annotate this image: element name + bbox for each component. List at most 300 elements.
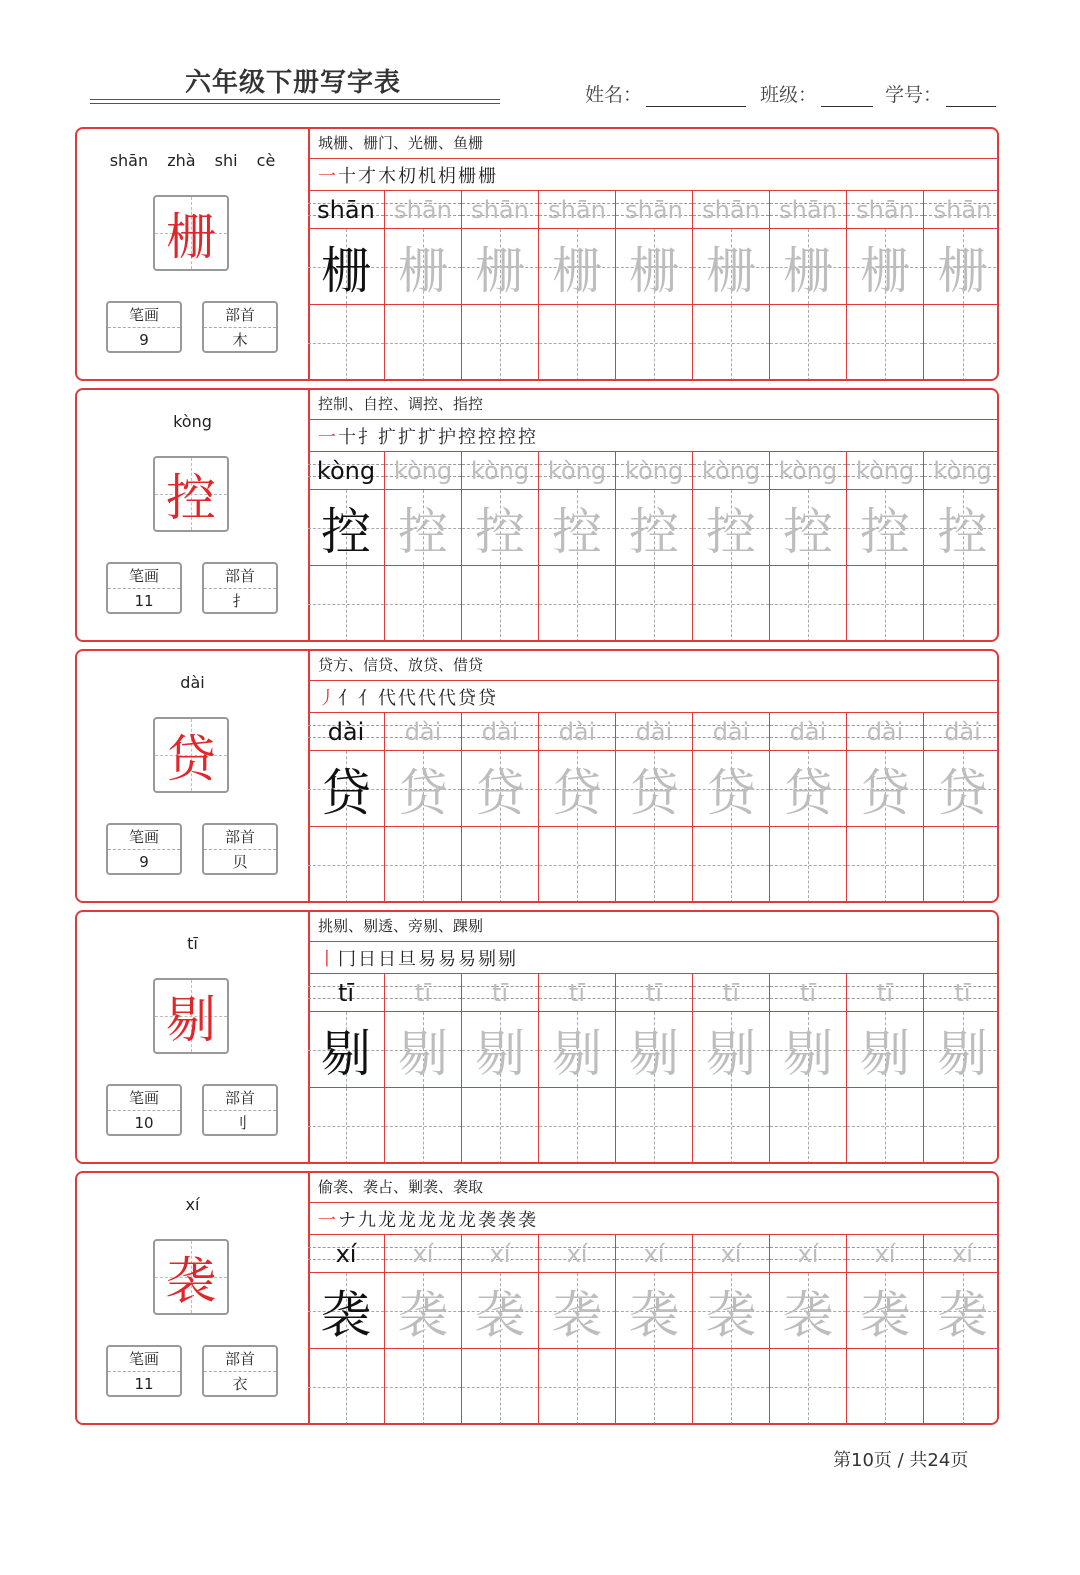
blank-practice-cell[interactable]: [385, 305, 461, 381]
pinyin-cell: [385, 1235, 461, 1273]
practice-grid: [308, 191, 999, 379]
char-trace: 袭: [706, 1285, 756, 1344]
char-trace: 贷: [937, 763, 988, 822]
student-id-blank[interactable]: [946, 84, 996, 107]
pinyin-cell: [308, 1235, 384, 1273]
char-cell: [308, 751, 384, 827]
char-display-box: [153, 195, 229, 271]
name-label: 姓名：: [585, 84, 643, 106]
class-blank[interactable]: [821, 84, 873, 107]
char-display-box: [153, 1239, 229, 1315]
blank-practice-cell[interactable]: [770, 1088, 846, 1164]
practice-column: [462, 191, 539, 379]
char-info-panel: [77, 129, 310, 379]
char-info-panel: [77, 912, 310, 1162]
stroke-count-box: [106, 301, 182, 353]
pinyin-cell: [770, 974, 846, 1012]
pinyin-trace: dài: [404, 717, 442, 746]
char-trace: 袭: [398, 1285, 448, 1344]
practice-column: [308, 974, 385, 1162]
char-cell: [462, 751, 538, 827]
blank-practice-cell[interactable]: [539, 1088, 615, 1164]
char-cell: [770, 751, 846, 827]
name-blank[interactable]: [646, 84, 746, 107]
char-trace: 剔: [860, 1024, 910, 1083]
pinyin-trace: kòng: [316, 456, 376, 485]
char-cell: [385, 1273, 461, 1349]
pinyin-trace: tī: [722, 978, 740, 1007]
stroke-step: 龙: [378, 1209, 396, 1231]
stroke-step: 一: [318, 426, 336, 448]
blank-practice-cell[interactable]: [462, 566, 538, 642]
pinyin-trace: dài: [558, 717, 596, 746]
pinyin-trace: dài: [866, 717, 904, 746]
char-trace: 剔: [475, 1024, 525, 1083]
char-cell: [924, 751, 999, 827]
pinyin-cell: [847, 452, 923, 490]
page-title: 六年级下册写字表: [185, 68, 402, 98]
char-trace: 剔: [629, 1024, 679, 1083]
char-cell: [770, 229, 846, 305]
char-trace: 控: [398, 502, 448, 561]
pinyin-cell: [847, 191, 923, 229]
example-words: 偷袭、袭占、剿袭、袭取: [308, 1173, 997, 1203]
char-info-panel: [77, 651, 310, 901]
stroke-count-label: 笔画: [108, 564, 180, 589]
blank-practice-cell[interactable]: [847, 305, 923, 381]
pinyin-trace: tī: [568, 978, 586, 1007]
stroke-count-label: 笔画: [108, 1347, 180, 1372]
char-trace: 剔: [552, 1024, 602, 1083]
char-trace: 贷: [475, 763, 525, 822]
char-trace: 贷: [783, 763, 833, 822]
stroke-step: 易: [418, 948, 436, 970]
stroke-step: ナ: [338, 1209, 356, 1231]
stroke-step: 十: [338, 165, 356, 187]
stroke-step: 控: [478, 426, 496, 448]
pinyin-cell: [616, 191, 692, 229]
char-cell: [462, 229, 538, 305]
blank-practice-cell[interactable]: [385, 827, 461, 903]
blank-practice-cell[interactable]: [924, 566, 999, 642]
blank-practice-cell[interactable]: [308, 1088, 384, 1164]
char-trace: 袭: [860, 1285, 910, 1344]
char-trace: 贷: [629, 763, 679, 822]
stroke-step: 贷: [458, 687, 476, 709]
pinyin-cell: [847, 1235, 923, 1273]
pinyin-cell: [616, 452, 692, 490]
example-words: 控制、自控、调控、指控: [308, 390, 997, 420]
name-field[interactable]: [585, 80, 746, 107]
practice-column: [539, 1235, 616, 1423]
pinyin-trace: dài: [712, 717, 750, 746]
page-number: 第10页 / 共24页: [833, 1450, 969, 1471]
class-field[interactable]: [760, 80, 873, 107]
blank-practice-cell[interactable]: [847, 827, 923, 903]
char-cell: [308, 229, 384, 305]
char-cell: [539, 229, 615, 305]
char-cell: [770, 490, 846, 566]
radical-value: 刂: [232, 1114, 248, 1132]
pinyin-trace: shān: [394, 195, 452, 224]
pinyin-cell: [462, 1235, 538, 1273]
practice-column: [924, 452, 999, 640]
practice-column: [924, 713, 999, 901]
pinyin-trace: xí: [335, 1239, 357, 1268]
stroke-step: 十: [338, 426, 356, 448]
char-trace: 剔: [398, 1024, 448, 1083]
blank-practice-cell[interactable]: [539, 305, 615, 381]
practice-column: [539, 191, 616, 379]
practice-column: [385, 452, 462, 640]
pinyin-trace: xí: [874, 1239, 896, 1268]
practice-column: [693, 452, 770, 640]
pinyin-trace: dài: [789, 717, 827, 746]
char-cell: [693, 490, 769, 566]
blank-practice-cell[interactable]: [308, 827, 384, 903]
pinyin-trace: kòng: [393, 456, 453, 485]
pinyin-cell: [539, 191, 615, 229]
practice-column: [308, 452, 385, 640]
radical-box: [202, 301, 278, 353]
radical-label: 部首: [204, 1347, 276, 1372]
char-trace: 袭: [321, 1285, 371, 1344]
practice-panel: [308, 390, 997, 640]
blank-practice-cell[interactable]: [924, 1088, 999, 1164]
stroke-count-label: 笔画: [108, 825, 180, 850]
stroke-step: 扌: [358, 426, 376, 448]
blank-practice-cell[interactable]: [539, 1349, 615, 1425]
char-trace: 剔: [706, 1024, 756, 1083]
blank-practice-cell[interactable]: [308, 566, 384, 642]
pinyin-trace: dài: [944, 717, 981, 746]
pinyin-trace: shān: [471, 195, 529, 224]
char-cell: [385, 229, 461, 305]
stroke-step: 护: [438, 426, 456, 448]
pinyin-trace: shān: [548, 195, 606, 224]
char-trace: 控: [783, 502, 833, 561]
stroke-step: 日: [378, 948, 396, 970]
stroke-step: 扩: [378, 426, 396, 448]
pinyin-cell: [462, 452, 538, 490]
stroke-step: 袭: [518, 1209, 536, 1231]
stroke-step: 控: [518, 426, 536, 448]
practice-column: [693, 191, 770, 379]
char-cell: [693, 229, 769, 305]
char-pinyin: kòng: [173, 412, 212, 431]
blank-practice-cell[interactable]: [462, 1349, 538, 1425]
stroke-step: 龙: [458, 1209, 476, 1231]
stroke-count-value: 11: [134, 592, 154, 610]
practice-column: [462, 713, 539, 901]
stroke-step: 日: [358, 948, 376, 970]
stroke-step: 袭: [498, 1209, 516, 1231]
char-trace: 袭: [475, 1285, 525, 1344]
blank-practice-cell[interactable]: [539, 827, 615, 903]
stroke-step: 剔: [498, 948, 516, 970]
char-trace: 栅: [937, 241, 988, 300]
character-card: [75, 1171, 999, 1425]
stroke-step: 龙: [418, 1209, 436, 1231]
stroke-count-value: 10: [134, 1114, 154, 1132]
pinyin-cell: [770, 452, 846, 490]
blank-practice-cell[interactable]: [616, 566, 692, 642]
pinyin-cell: [770, 1235, 846, 1273]
char-cell: [308, 490, 384, 566]
practice-grid: [308, 974, 999, 1162]
blank-practice-cell[interactable]: [462, 1088, 538, 1164]
blank-practice-cell[interactable]: [847, 1349, 923, 1425]
char-cell: [693, 1273, 769, 1349]
pinyin-cell: [308, 974, 384, 1012]
char-cell: [462, 490, 538, 566]
char-trace: 袭: [937, 1285, 988, 1344]
practice-column: [385, 191, 462, 379]
practice-column: [385, 713, 462, 901]
pinyin-cell: [539, 974, 615, 1012]
char-cell: [308, 1273, 384, 1349]
pinyin-trace: shān: [317, 195, 375, 224]
stroke-count-label: 笔画: [108, 303, 180, 328]
practice-column: [770, 974, 847, 1162]
char-cell: [462, 1012, 538, 1088]
char-display-box: [153, 978, 229, 1054]
stroke-step: 机: [418, 165, 436, 187]
blank-practice-cell[interactable]: [616, 1088, 692, 1164]
blank-practice-cell[interactable]: [385, 566, 461, 642]
stroke-count-value: 11: [134, 1375, 154, 1393]
blank-practice-cell[interactable]: [308, 1349, 384, 1425]
stroke-step: 贷: [478, 687, 496, 709]
blank-practice-cell[interactable]: [847, 1088, 923, 1164]
practice-column: [847, 713, 924, 901]
stroke-order: [308, 681, 997, 713]
practice-column: [693, 1235, 770, 1423]
pinyin-trace: shān: [625, 195, 683, 224]
stroke-step: 才: [358, 165, 376, 187]
pinyin-cell: [462, 974, 538, 1012]
pinyin-cell: [924, 452, 999, 490]
stroke-order: [308, 942, 997, 974]
char-trace: 贷: [552, 763, 602, 822]
pinyin-trace: xí: [952, 1239, 973, 1268]
char-cell: [924, 1273, 999, 1349]
practice-column: [539, 974, 616, 1162]
pinyin-cell: [924, 1235, 999, 1273]
practice-column: [924, 974, 999, 1162]
char-trace: 袭: [629, 1285, 679, 1344]
stroke-count-box: [106, 823, 182, 875]
char-cell: [539, 490, 615, 566]
radical-label: 部首: [204, 564, 276, 589]
char-trace: 栅: [860, 241, 910, 300]
char-display: 剔: [166, 991, 216, 1049]
pinyin-cell: [385, 191, 461, 229]
stroke-step: 枂: [438, 165, 456, 187]
char-cell: [847, 490, 923, 566]
practice-panel: [308, 1173, 997, 1423]
pinyin-cell: [847, 713, 923, 751]
practice-column: [462, 452, 539, 640]
pinyin-trace: dài: [327, 717, 365, 746]
pinyin-cell: [539, 452, 615, 490]
stroke-step: 亻: [358, 687, 376, 709]
char-pinyin: tī: [187, 934, 198, 953]
blank-practice-cell[interactable]: [385, 1349, 461, 1425]
stroke-count-box: [106, 1345, 182, 1397]
practice-column: [770, 191, 847, 379]
practice-column: [770, 452, 847, 640]
blank-practice-cell[interactable]: [770, 827, 846, 903]
stroke-step: 旦: [398, 948, 416, 970]
class-label: 班级：: [760, 84, 818, 106]
pinyin-cell: [770, 191, 846, 229]
blank-practice-cell[interactable]: [539, 566, 615, 642]
blank-practice-cell[interactable]: [693, 566, 769, 642]
blank-practice-cell[interactable]: [924, 1349, 999, 1425]
stroke-step: 易: [458, 948, 476, 970]
pinyin-cell: [693, 713, 769, 751]
radical-box: [202, 823, 278, 875]
blank-practice-cell[interactable]: [308, 305, 384, 381]
pinyin-cell: [693, 452, 769, 490]
pinyin-cell: [308, 452, 384, 490]
practice-column: [385, 974, 462, 1162]
char-info-panel: [77, 390, 310, 640]
char-cell: [308, 1012, 384, 1088]
practice-column: [616, 974, 693, 1162]
pinyin-cell: [616, 713, 692, 751]
stroke-step: 袭: [478, 1209, 496, 1231]
student-id-field[interactable]: [885, 80, 996, 107]
char-trace: 栅: [706, 241, 756, 300]
practice-column: [539, 713, 616, 901]
stroke-step: 丿: [318, 687, 336, 709]
practice-column: [847, 452, 924, 640]
practice-grid: [308, 713, 999, 901]
pinyin-trace: kòng: [547, 456, 607, 485]
stroke-step: 代: [418, 687, 436, 709]
blank-practice-cell[interactable]: [770, 1349, 846, 1425]
blank-practice-cell[interactable]: [616, 1349, 692, 1425]
practice-grid: [308, 452, 999, 640]
char-cell: [385, 1012, 461, 1088]
pinyin-trace: tī: [337, 978, 355, 1007]
stroke-step: 栅: [458, 165, 476, 187]
stroke-step: 冂: [338, 948, 356, 970]
practice-column: [308, 713, 385, 901]
stroke-step: 代: [438, 687, 456, 709]
blank-practice-cell[interactable]: [924, 827, 999, 903]
practice-column: [770, 713, 847, 901]
blank-practice-cell[interactable]: [462, 827, 538, 903]
blank-practice-cell[interactable]: [847, 566, 923, 642]
stroke-order: [308, 1203, 997, 1235]
char-trace: 控: [937, 502, 988, 561]
char-cell: [539, 1012, 615, 1088]
pinyin-trace: tī: [645, 978, 663, 1007]
pinyin-trace: kòng: [933, 456, 992, 485]
pinyin-cell: [924, 191, 999, 229]
char-display-box: [153, 717, 229, 793]
pinyin-cell: [924, 974, 999, 1012]
char-cell: [924, 229, 999, 305]
char-trace: 栅: [552, 241, 602, 300]
char-trace: 贷: [398, 763, 448, 822]
char-trace: 贷: [860, 763, 910, 822]
practice-panel: [308, 912, 997, 1162]
blank-practice-cell[interactable]: [616, 305, 692, 381]
pinyin-cell: [462, 713, 538, 751]
char-cell: [616, 1273, 692, 1349]
pinyin-cell: [616, 974, 692, 1012]
blank-practice-cell[interactable]: [385, 1088, 461, 1164]
pinyin-trace: tī: [876, 978, 894, 1007]
blank-practice-cell[interactable]: [693, 1088, 769, 1164]
pinyin-cell: [385, 974, 461, 1012]
character-card: [75, 910, 999, 1164]
stroke-order: [308, 420, 997, 452]
practice-column: [924, 1235, 999, 1423]
char-info-panel: [77, 1173, 310, 1423]
char-cell: [462, 1273, 538, 1349]
blank-practice-cell[interactable]: [693, 1349, 769, 1425]
radical-box: [202, 1084, 278, 1136]
char-cell: [847, 1273, 923, 1349]
pinyin-trace: dài: [635, 717, 673, 746]
stroke-step: 代: [398, 687, 416, 709]
char-cell: [693, 1012, 769, 1088]
stroke-step: 易: [438, 948, 456, 970]
stroke-step: 丨: [318, 948, 336, 970]
pinyin-cell: [539, 1235, 615, 1273]
stroke-step: 一: [318, 1209, 336, 1231]
practice-column: [847, 191, 924, 379]
stroke-order: [308, 159, 997, 191]
char-trace: 栅: [475, 241, 525, 300]
char-display: 栅: [166, 208, 216, 266]
blank-practice-cell[interactable]: [616, 827, 692, 903]
char-display-box: [153, 456, 229, 532]
stroke-count-value: 9: [139, 331, 149, 349]
blank-practice-cell[interactable]: [462, 305, 538, 381]
practice-column: [616, 1235, 693, 1423]
stroke-step: 一: [318, 165, 336, 187]
radical-box: [202, 562, 278, 614]
blank-practice-cell[interactable]: [770, 566, 846, 642]
stroke-step: 龙: [398, 1209, 416, 1231]
blank-practice-cell[interactable]: [770, 305, 846, 381]
char-cell: [770, 1012, 846, 1088]
char-trace: 袭: [783, 1285, 833, 1344]
char-cell: [616, 229, 692, 305]
blank-practice-cell[interactable]: [693, 305, 769, 381]
practice-column: [308, 1235, 385, 1423]
blank-practice-cell[interactable]: [924, 305, 999, 381]
pinyin-trace: kòng: [855, 456, 915, 485]
blank-practice-cell[interactable]: [693, 827, 769, 903]
pinyin-trace: xí: [412, 1239, 434, 1268]
char-display: 控: [166, 469, 216, 527]
pinyin-cell: [462, 191, 538, 229]
practice-column: [847, 1235, 924, 1423]
pinyin-cell: [385, 452, 461, 490]
char-cell: [616, 490, 692, 566]
char-cell: [847, 751, 923, 827]
character-card: [75, 649, 999, 903]
pinyin-trace: shān: [779, 195, 837, 224]
char-display: 袭: [166, 1252, 216, 1310]
